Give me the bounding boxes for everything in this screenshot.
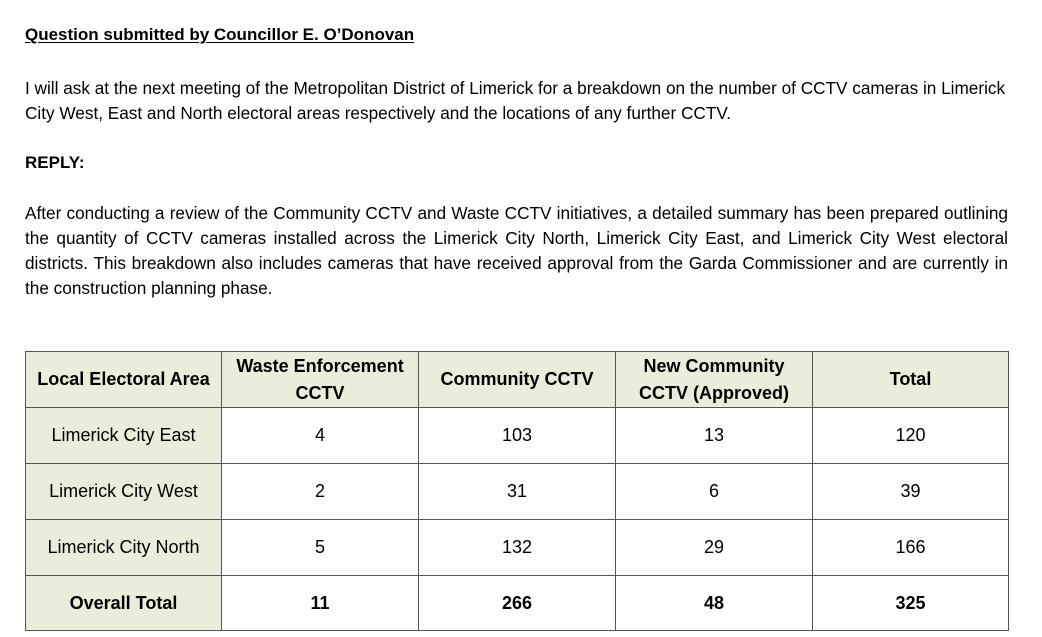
cell-new-community: 13 [616,408,813,464]
cell-waste: 5 [222,520,419,576]
table-row [26,464,1009,520]
header-community-cctv: Community CCTV [419,352,616,408]
table-footer [26,576,1009,631]
cell-waste: 2 [222,464,419,520]
cell-total: 39 [813,464,1009,520]
question-paragraph: I will ask at the next meeting of the Metropolitan District of Limerick for a breakdown on the number of CCTV cameras in Limerick City West, East and North electoral areas respectively and the locations of any further CCTV. [25,78,1006,123]
table-header [26,352,1009,408]
header-new-community-cctv: New Community CCTV (Approved) [616,352,813,408]
overall-grand-total: 325 [813,576,1009,631]
cell-area: Limerick City West [26,464,222,520]
cell-area: Limerick City East [26,408,222,464]
cell-total: 166 [813,520,1009,576]
header-total: Total [813,352,1009,408]
cell-community: 31 [419,464,616,520]
table-body [26,408,1009,576]
header-waste-enforcement-cctv: Waste Enforcement CCTV [222,352,419,408]
header-row [26,352,1009,408]
document-heading: Question submitted by Councillor E. O’Donovan [25,25,415,44]
table-row [26,520,1009,576]
header-local-electoral-area: Local Electoral Area [26,352,222,408]
cell-total: 120 [813,408,1009,464]
reply-label: REPLY: [25,153,85,172]
cell-new-community: 29 [616,520,813,576]
cell-waste: 4 [222,408,419,464]
overall-waste-total: 11 [222,576,419,631]
overall-community-total: 266 [419,576,616,631]
overall-new-community-total: 48 [616,576,813,631]
cctv-breakdown-table [25,351,1009,631]
reply-paragraph: After conducting a review of the Community CCTV and Waste CCTV initiatives, a detailed summary has been prepared outlining the quantity of CCTV cameras installed across the Limerick City North, Limerick City East, and Limerick City West electoral districts. This breakdown also includes cameras that have received approval from the Garda Commissioner and are currently in the construction planning phase. [25,203,1008,298]
cell-area: Limerick City North [26,520,222,576]
cell-community: 132 [419,520,616,576]
table-row [26,408,1009,464]
cell-community: 103 [419,408,616,464]
overall-total-row [26,576,1009,631]
cell-new-community: 6 [616,464,813,520]
overall-total-label: Overall Total [26,576,222,631]
